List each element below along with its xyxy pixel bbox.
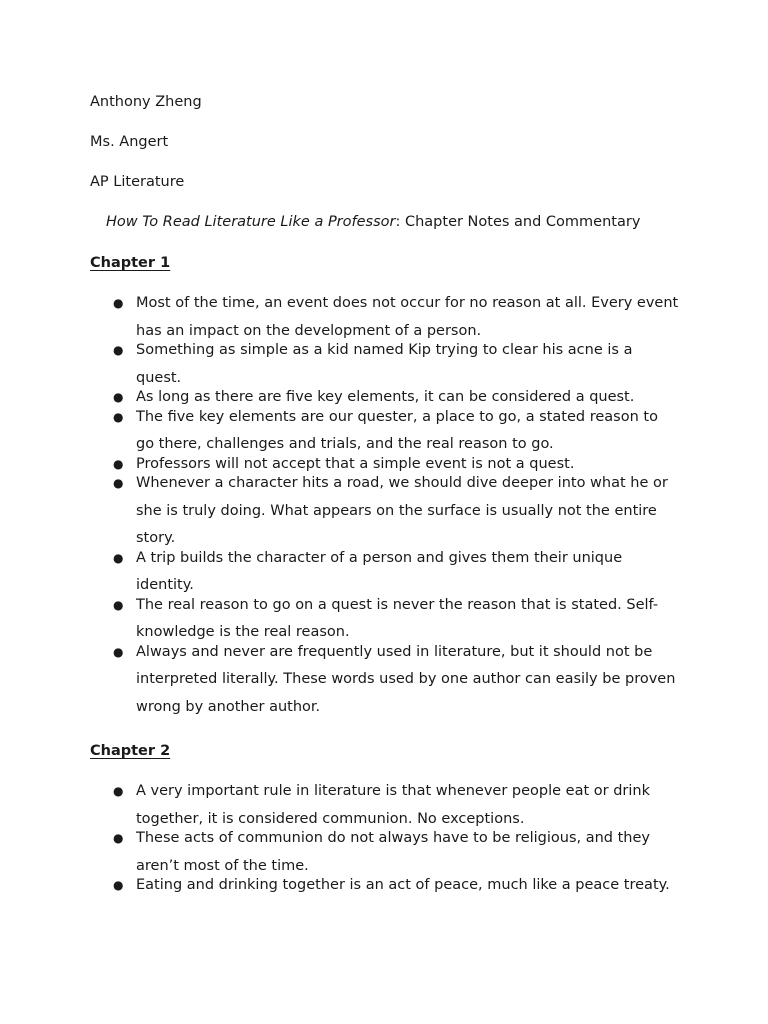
list-item: ● These acts of communion do not always have to be religious, and they aren’t most of the time. [110,825,680,880]
list-item: ● Always and never are frequently used in literature, but it should not be interpreted literally. These words used by one author can easily be proven wrong by another author. [110,639,680,722]
list-item: ● Eating and drinking together is an act of peace, much like a peace treaty. [110,872,680,900]
bullet-icon: ● [113,784,124,798]
bullet-icon: ● [113,390,124,404]
chapter-2-notes [110,778,680,900]
bullet-icon: ● [113,409,124,424]
bullet-icon: ● [113,476,124,490]
bullet-icon: ● [113,343,124,357]
chapter-1-heading: Chapter 1 [90,255,171,271]
bullet-icon: ● [113,550,124,565]
bullet-icon: ● [113,831,124,845]
book-title: How To Read Literature Like a Professor [106,214,396,230]
list-item: ● Professors will not accept that a simple event is not a quest. [110,451,680,479]
title-suffix: : Chapter Notes and Commentary [395,214,641,230]
chapter-1-notes [110,290,680,721]
list-item: ● A trip builds the character of a person and gives them their unique identity. [110,545,680,600]
list-item: ● The five key elements are our quester, a place to go, a stated reason to go there, challenges and trials, and the real reason to go. [110,404,680,459]
author-name: Anthony Zheng [90,94,202,110]
bullet-icon: ● [113,597,124,612]
chapter-2-heading: Chapter 2 [90,743,171,759]
document-title [106,212,640,232]
bullet-icon: ● [113,878,124,892]
bullet-icon: ● [113,456,124,471]
course-name: AP Literature [90,174,185,190]
list-item: ● Something as simple as a kid named Kip trying to clear his acne is a quest. [110,337,680,392]
bullet-icon: ● [113,644,124,659]
list-item: ● Most of the time, an event does not occur for no reason at all. Every event has an impact on the development of a person. [110,290,680,345]
list-item: ● As long as there are five key elements, it can be considered a quest. [110,384,680,412]
teacher-name: Ms. Angert [90,134,169,150]
list-item: ● Whenever a character hits a road, we should dive deeper into what he or she is truly doing. What appears on the surface is usually not the entire story. [110,470,680,553]
bullet-icon: ● [113,296,124,310]
list-item: ● The real reason to go on a quest is never the reason that is stated. Self-knowledge is the real reason. [110,592,680,647]
list-item: ● A very important rule in literature is that whenever people eat or drink together, it is considered communion. No exceptions. [110,778,680,833]
